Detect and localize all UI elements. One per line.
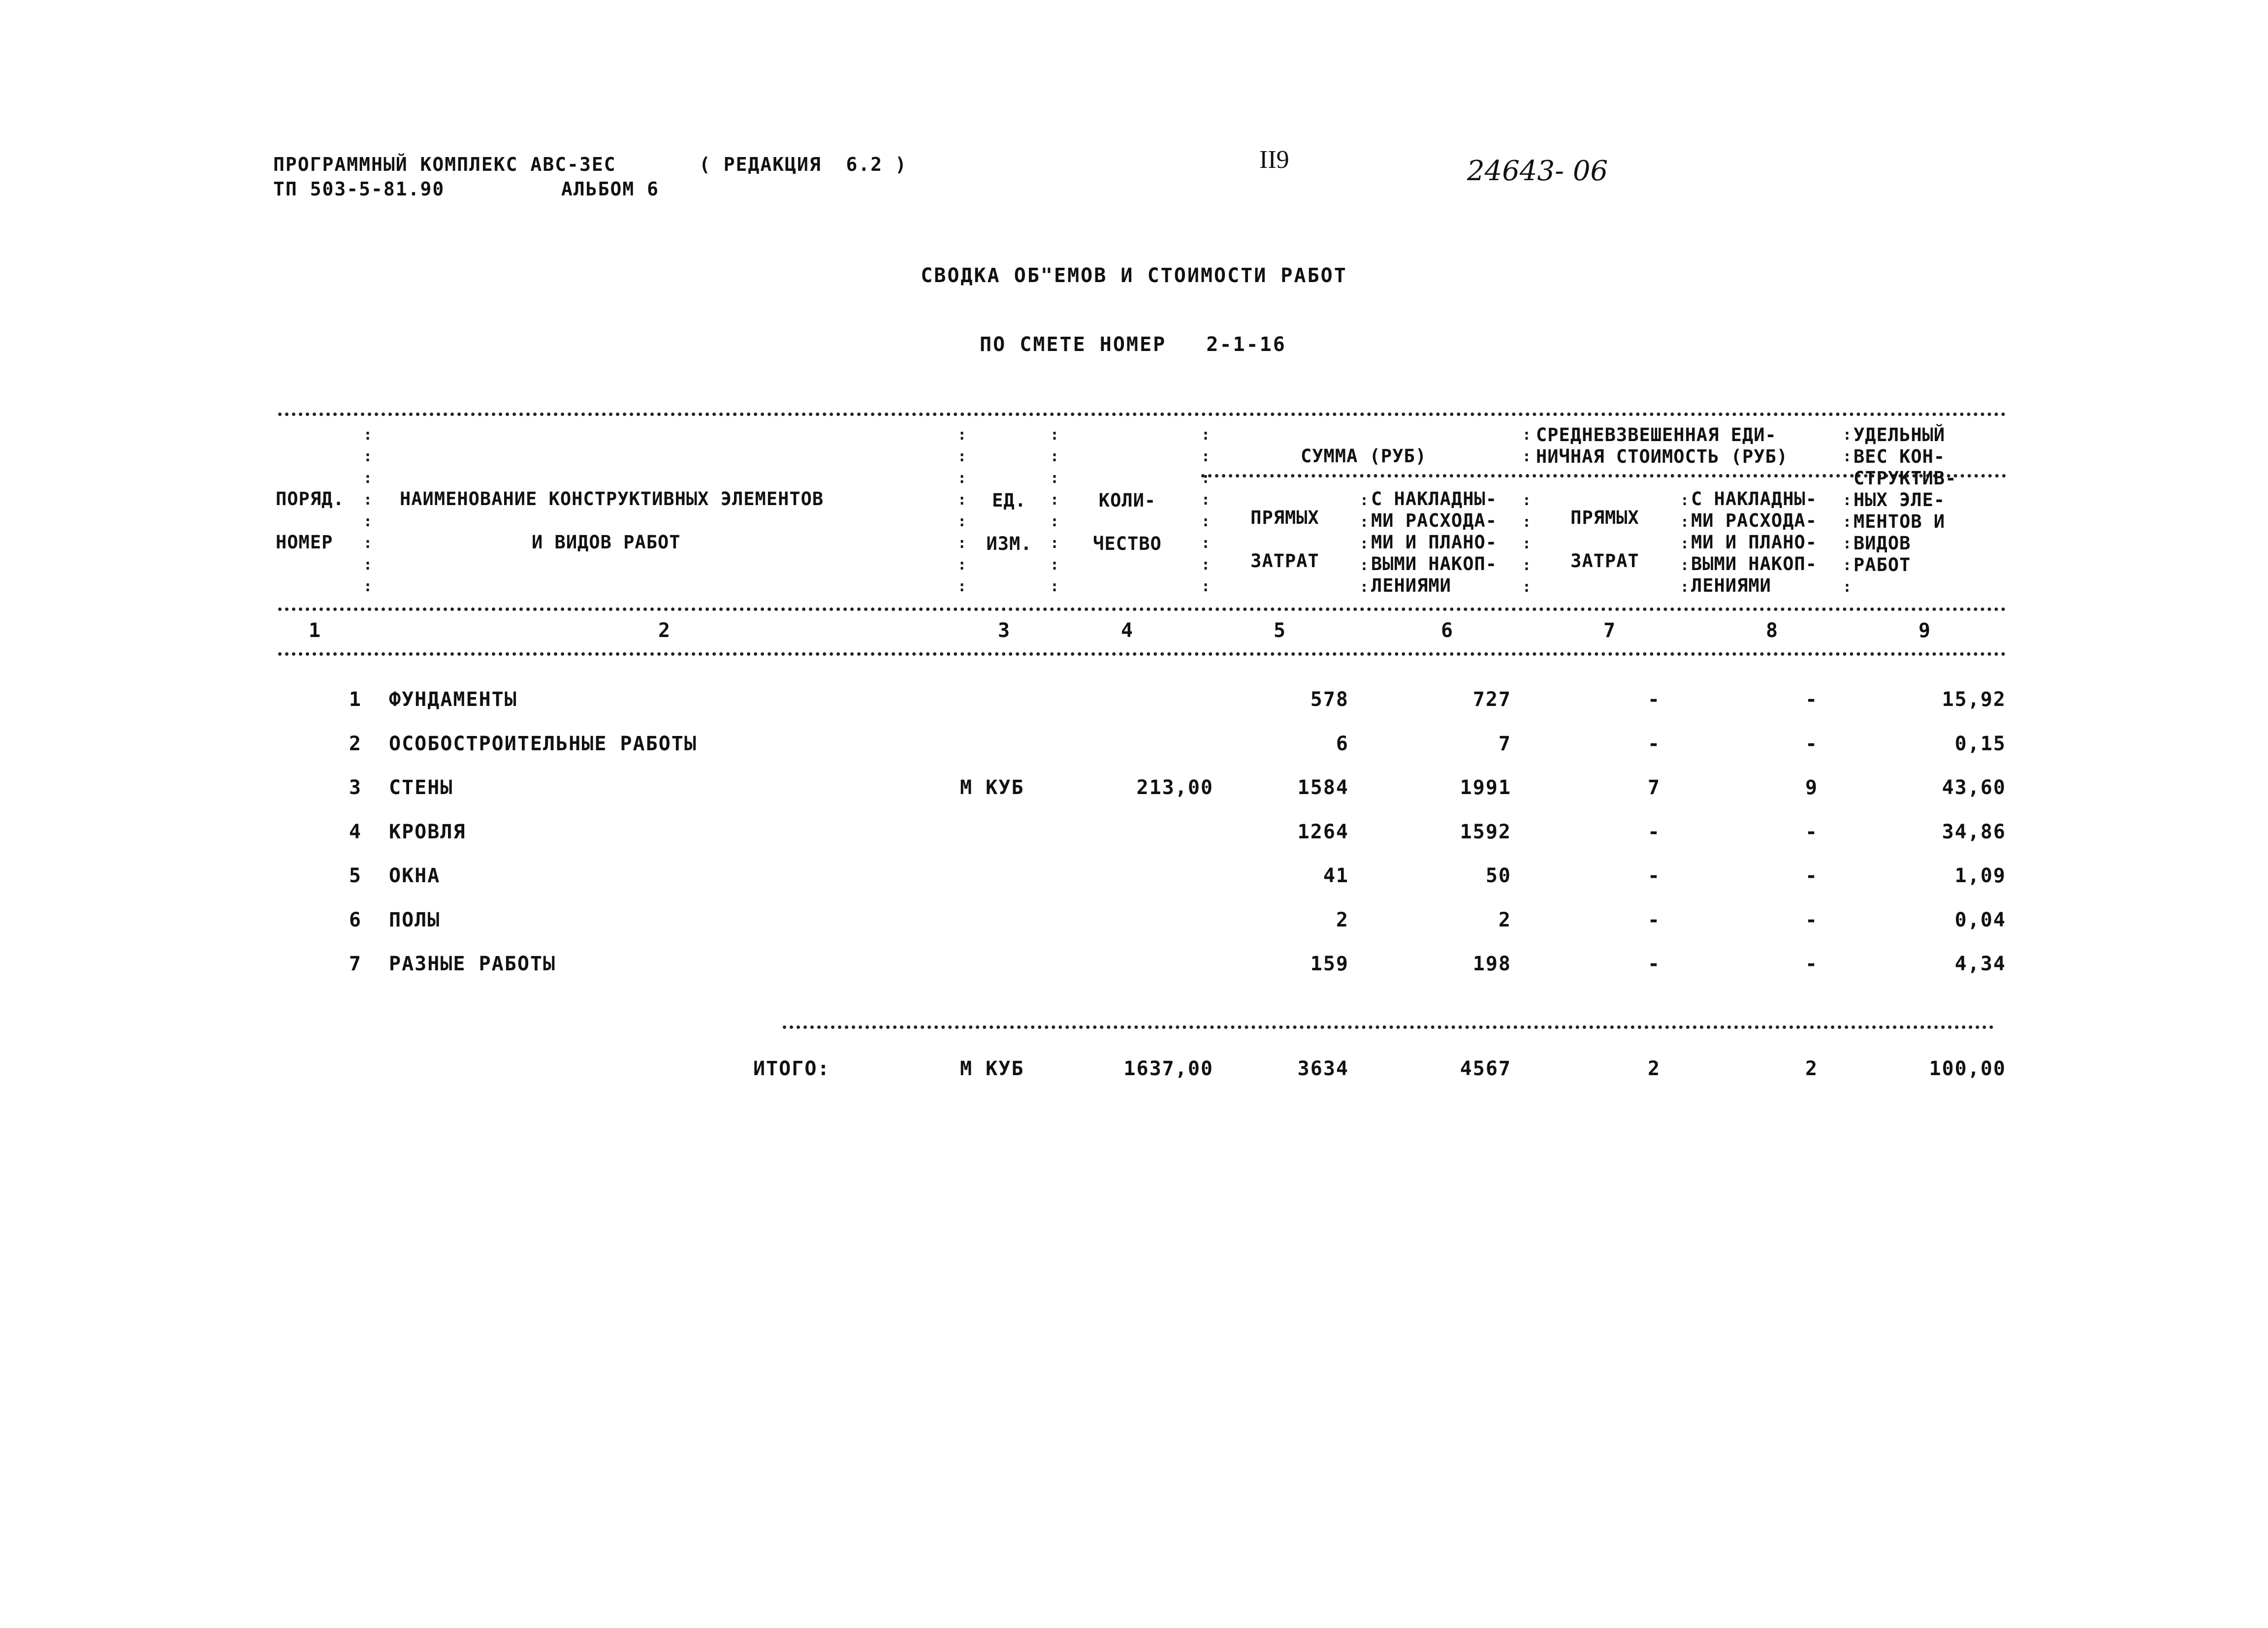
col-name-header-line1: НАИМЕНОВАНИЕ КОНСТРУКТИВНЫХ ЭЛЕМЕНТОВ [400,488,824,510]
edition-label: ( РЕДАКЦИЯ 6.2 ) [699,154,907,175]
row-avg-overhead: - [1805,688,1819,711]
project-code: ТП 503-5-81.90 [273,178,445,200]
total-rule [783,1025,1994,1029]
row-number: 1 [349,688,362,711]
row-direct: 6 [1336,733,1349,755]
column-number: 1 [308,619,322,642]
row-number: 5 [349,864,362,887]
row-avg-direct: - [1647,953,1661,975]
row-name: РАЗНЫЕ РАБОТЫ [389,953,556,975]
column-number: 3 [997,619,1011,642]
col-separator: : : : : : [1360,492,1369,596]
total-unit: М КУБ [960,1057,1024,1080]
row-share: 0,04 [1954,909,2006,931]
row-number: 6 [349,909,362,931]
row-with-overhead: 2 [1498,909,1511,931]
row-number: 7 [349,953,362,975]
row-share: 15,92 [1942,688,2006,711]
row-share: 34,86 [1942,821,2006,843]
total-direct: 3634 [1297,1057,1349,1080]
col5-direct-header: ПРЯМЫХ ЗАТРАТ [1250,507,1319,572]
row-name: ПОЛЫ [389,909,441,931]
row-avg-direct: 7 [1647,776,1661,799]
column-number: 8 [1765,619,1779,642]
row-name: ОКНА [389,864,441,887]
col6-overhead-header: С НАКЛАДНЫ- МИ РАСХОДА- МИ И ПЛАНО- ВЫМИ НАКОП- ЛЕНИЯМИ [1371,488,1498,596]
row-avg-overhead: - [1805,909,1819,931]
col-separator: : [1522,426,1532,444]
column-number: 5 [1273,619,1287,642]
col-separator: : : : : : [1680,492,1690,596]
col-separator: : : : : : : : : [363,426,373,595]
row-avg-overhead: - [1805,864,1819,887]
col-separator: : : : : : [1843,492,1852,596]
row-avg-overhead: - [1805,733,1819,755]
header-bottom-rule [278,607,2006,611]
row-direct: 2 [1336,909,1349,931]
row-name: ОСОБОСТРОИТЕЛЬНЫЕ РАБОТЫ [389,733,697,755]
row-with-overhead: 727 [1472,688,1511,711]
row-number: 4 [349,821,362,843]
row-with-overhead: 50 [1485,864,1511,887]
row-unit: М КУБ [960,776,1024,799]
row-avg-overhead: - [1805,821,1819,843]
col7-direct-header: ПРЯМЫХ ЗАТРАТ [1570,507,1639,572]
col-separator: : [1843,426,1852,444]
row-direct: 1584 [1297,776,1349,799]
col9-share-header: УДЕЛЬНЫЙ ВЕС КОН- СТРУКТИВ- НЫХ ЭЛЕ- МЕНТОВ И ВИДОВ РАБОТ [1853,424,1957,575]
total-avg-direct: 2 [1647,1057,1661,1080]
total-avg-overhead: 2 [1805,1057,1819,1080]
row-name: СТЕНЫ [389,776,453,799]
table-top-rule [278,413,2006,416]
row-avg-direct: - [1647,688,1661,711]
col-separator: : : : : : : : : [1201,426,1211,595]
row-direct: 1264 [1297,821,1349,843]
column-number: 6 [1440,619,1454,642]
row-number: 3 [349,776,362,799]
row-avg-direct: - [1647,821,1661,843]
col-separator: : : : : : : : : [958,426,967,595]
page-number: II9 [1259,146,1289,174]
column-numbers-rule [278,652,2006,656]
album-label: АЛЬБОМ 6 [561,178,660,200]
estimate-number: ПО СМЕТЕ НОМЕР 2-1-16 [980,333,1286,356]
row-share: 4,34 [1954,953,2006,975]
row-direct: 41 [1323,864,1349,887]
total-share: 100,00 [1929,1057,2006,1080]
row-number: 2 [349,733,362,755]
row-with-overhead: 198 [1472,953,1511,975]
row-qty: 213,00 [1136,776,1214,799]
row-share: 1,09 [1954,864,2006,887]
col-separator: : [1522,448,1532,465]
col-separator: : [1843,448,1852,465]
row-avg-direct: - [1647,909,1661,931]
handwritten-code: 24643- 06 [1467,155,1608,187]
row-name: ФУНДАМЕНТЫ [389,688,517,711]
total-with-overhead: 4567 [1460,1057,1511,1080]
col-separator: : : : : : [1522,492,1532,596]
col-name-header-line2: И ВИДОВ РАБОТ [532,532,681,553]
col-order-header: ПОРЯД. НОМЕР [276,488,345,553]
col-avg-group-header: СРЕДНЕВЗВЕШЕННАЯ ЕДИ- НИЧНАЯ СТОИМОСТЬ (РУБ) [1536,424,1789,467]
column-number: 7 [1603,619,1617,642]
col-sum-group-header: СУММА (РУБ) [1300,446,1427,467]
row-avg-direct: - [1647,733,1661,755]
row-direct: 578 [1310,688,1349,711]
row-avg-overhead: 9 [1805,776,1819,799]
column-number: 9 [1918,619,1932,642]
document-title: СВОДКА ОБ"ЕМОВ И СТОИМОСТИ РАБОТ [921,264,1347,287]
row-share: 43,60 [1942,776,2006,799]
row-share: 0,15 [1954,733,2006,755]
total-label: ИТОГО: [753,1057,831,1080]
col-separator: : : : : : : : : [1050,426,1059,595]
column-number: 2 [658,619,671,642]
row-avg-direct: - [1647,864,1661,887]
row-direct: 159 [1310,953,1349,975]
row-name: КРОВЛЯ [389,821,466,843]
column-number: 4 [1120,619,1134,642]
row-with-overhead: 7 [1498,733,1511,755]
col-unit-header: ЕД. ИЗМ. [986,490,1032,554]
col-qty-header: КОЛИ- ЧЕСТВО [1093,490,1162,554]
total-qty: 1637,00 [1123,1057,1214,1080]
program-name: ПРОГРАММНЫЙ КОМПЛЕКС АВС-3ЕС [273,154,616,175]
row-with-overhead: 1592 [1460,821,1511,843]
row-avg-overhead: - [1805,953,1819,975]
row-with-overhead: 1991 [1460,776,1511,799]
col8-overhead-header: С НАКЛАДНЫ- МИ РАСХОДА- МИ И ПЛАНО- ВЫМИ НАКОП- ЛЕНИЯМИ [1691,488,1818,596]
